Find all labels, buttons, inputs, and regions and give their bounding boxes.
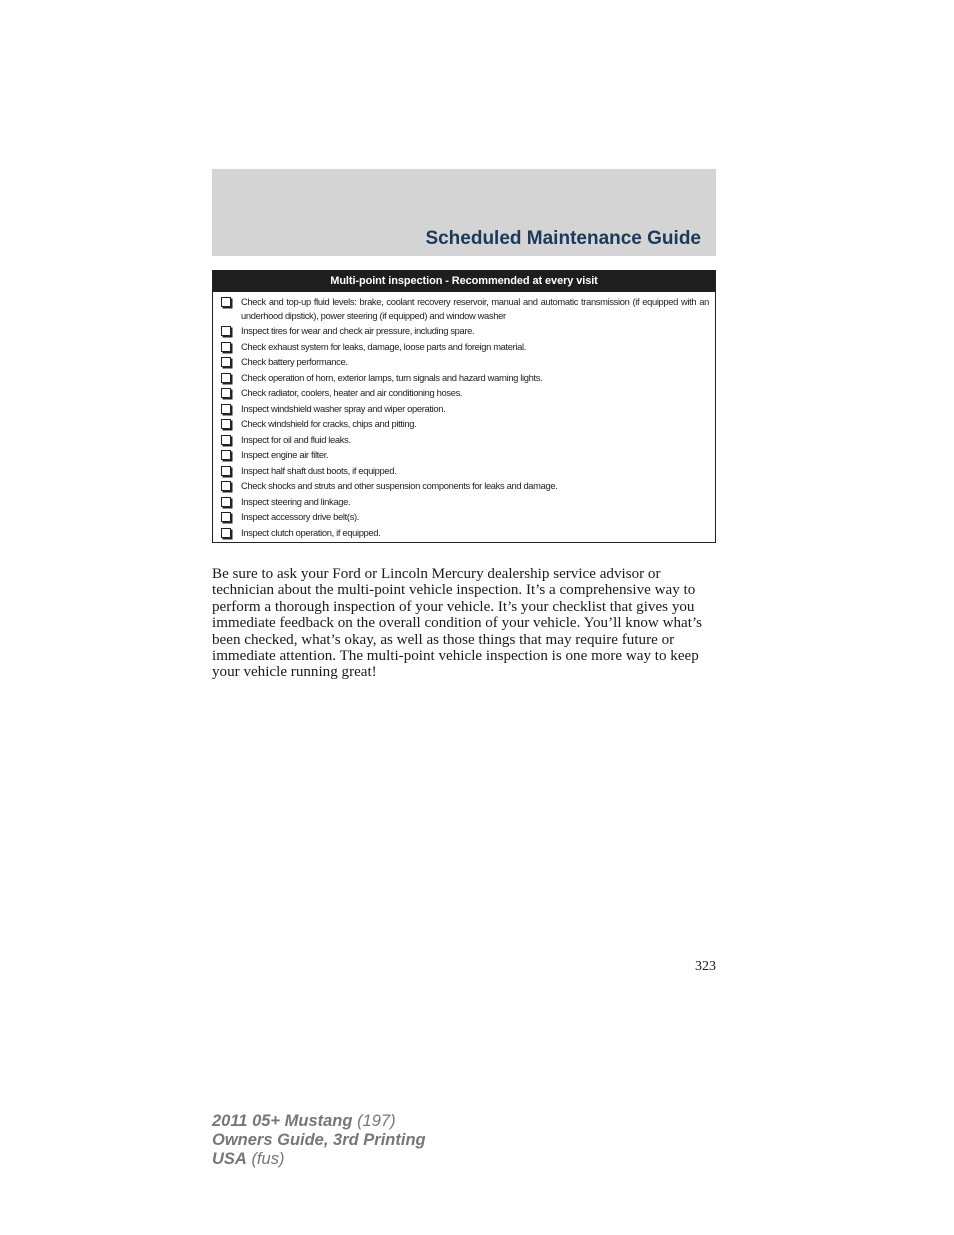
footer-market: USA: [212, 1150, 247, 1168]
checkbox-icon: [221, 357, 231, 367]
checkbox-icon: [221, 435, 231, 445]
checklist-item: [221, 417, 709, 431]
checklist-item: [221, 510, 709, 524]
checklist-item-label: Check operation of horn, exterior lamps, turn signals and hazard warning lights.: [241, 371, 543, 383]
checklist-item: [221, 464, 709, 478]
checklist-items: [213, 292, 715, 539]
checkbox-icon: [221, 326, 231, 336]
checklist-item: [221, 526, 709, 540]
checklist-item-label: Check shocks and struts and other suspension components for leaks and damage.: [241, 480, 558, 491]
section-title: Scheduled Maintenance Guide: [425, 228, 701, 249]
checklist-item-label: Check windshield for cracks, chips and pitting.: [241, 418, 417, 429]
footer-model-code: (197): [357, 1112, 396, 1130]
footer-guide-edition: Owners Guide, 3rd Printing: [212, 1131, 426, 1149]
checklist-item: [221, 433, 709, 447]
checkbox-icon: [221, 404, 231, 414]
section-header-band: [212, 169, 716, 256]
page-number: 323: [695, 959, 716, 974]
checkbox-icon: [221, 512, 231, 522]
checklist-item-label: Inspect steering and linkage.: [241, 495, 351, 507]
footer-market-code: (fus): [251, 1150, 285, 1168]
checklist-item: [221, 402, 709, 416]
checkbox-icon: [221, 373, 231, 383]
checklist-item-label: Check and top-up fluid levels: brake, coolant recovery reservoir, manual and automatic transmission (if equipped with an underhood dipstick), power steering (if equipped) and window washer: [241, 296, 709, 321]
checkbox-icon: [221, 297, 231, 307]
footer-model: 2011 05+ Mustang: [212, 1112, 353, 1130]
body-paragraph: Be sure to ask your Ford or Lincoln Mercury dealership service advisor or technician about the multi-point vehicle inspection. It’s a comprehensive way to perform a thorough inspection of your vehicle. It’s your checklist that gives you immediate feedback on the overall condition of your vehicle. You’ll know what’s been checked, what’s okay, as well as those things that may require future or immediate attention. The multi-point vehicle inspection is one more way to keep your vehicle running great!: [212, 566, 703, 681]
checkbox-icon: [221, 388, 231, 398]
checklist-item: [221, 340, 709, 354]
checklist-item-label: Inspect half shaft dust boots, if equipped.: [241, 464, 397, 476]
checklist-item: [221, 295, 709, 322]
checklist-item: [221, 324, 709, 338]
checklist-item-label: Inspect engine air filter.: [241, 449, 329, 460]
checklist-item-label: Check battery performance.: [241, 356, 348, 367]
checklist-item: [221, 371, 709, 385]
checkbox-icon: [221, 528, 231, 538]
checklist-item-label: Inspect clutch operation, if equipped.: [241, 526, 381, 538]
checklist-item-label: Inspect tires for wear and check air pressure, including spare.: [241, 325, 475, 336]
checklist-item-label: Check exhaust system for leaks, damage, loose parts and foreign material.: [241, 340, 527, 352]
checklist-item-label: Inspect windshield washer spray and wiper operation.: [241, 402, 446, 414]
checklist-item: [221, 479, 709, 493]
checklist-item-label: Inspect accessory drive belt(s).: [241, 511, 360, 522]
checkbox-icon: [221, 497, 231, 507]
footer-publication-info: [212, 1112, 426, 1169]
checklist-item: [221, 386, 709, 400]
checkbox-icon: [221, 481, 231, 491]
checkbox-icon: [221, 466, 231, 476]
checklist-item-label: Check radiator, coolers, heater and air conditioning hoses.: [241, 387, 463, 398]
footer-line-market: [212, 1150, 426, 1169]
checkbox-icon: [221, 419, 231, 429]
checklist-item: [221, 495, 709, 509]
footer-line-model: [212, 1112, 426, 1131]
checklist-item: [221, 355, 709, 369]
checkbox-icon: [221, 342, 231, 352]
checklist-item: [221, 448, 709, 462]
inspection-checklist: [212, 270, 716, 543]
footer-line-guide: [212, 1131, 426, 1150]
checklist-title: Multi-point inspection - Recommended at every visit: [213, 271, 715, 292]
checklist-item-label: Inspect for oil and fluid leaks.: [241, 433, 351, 445]
checkbox-icon: [221, 450, 231, 460]
